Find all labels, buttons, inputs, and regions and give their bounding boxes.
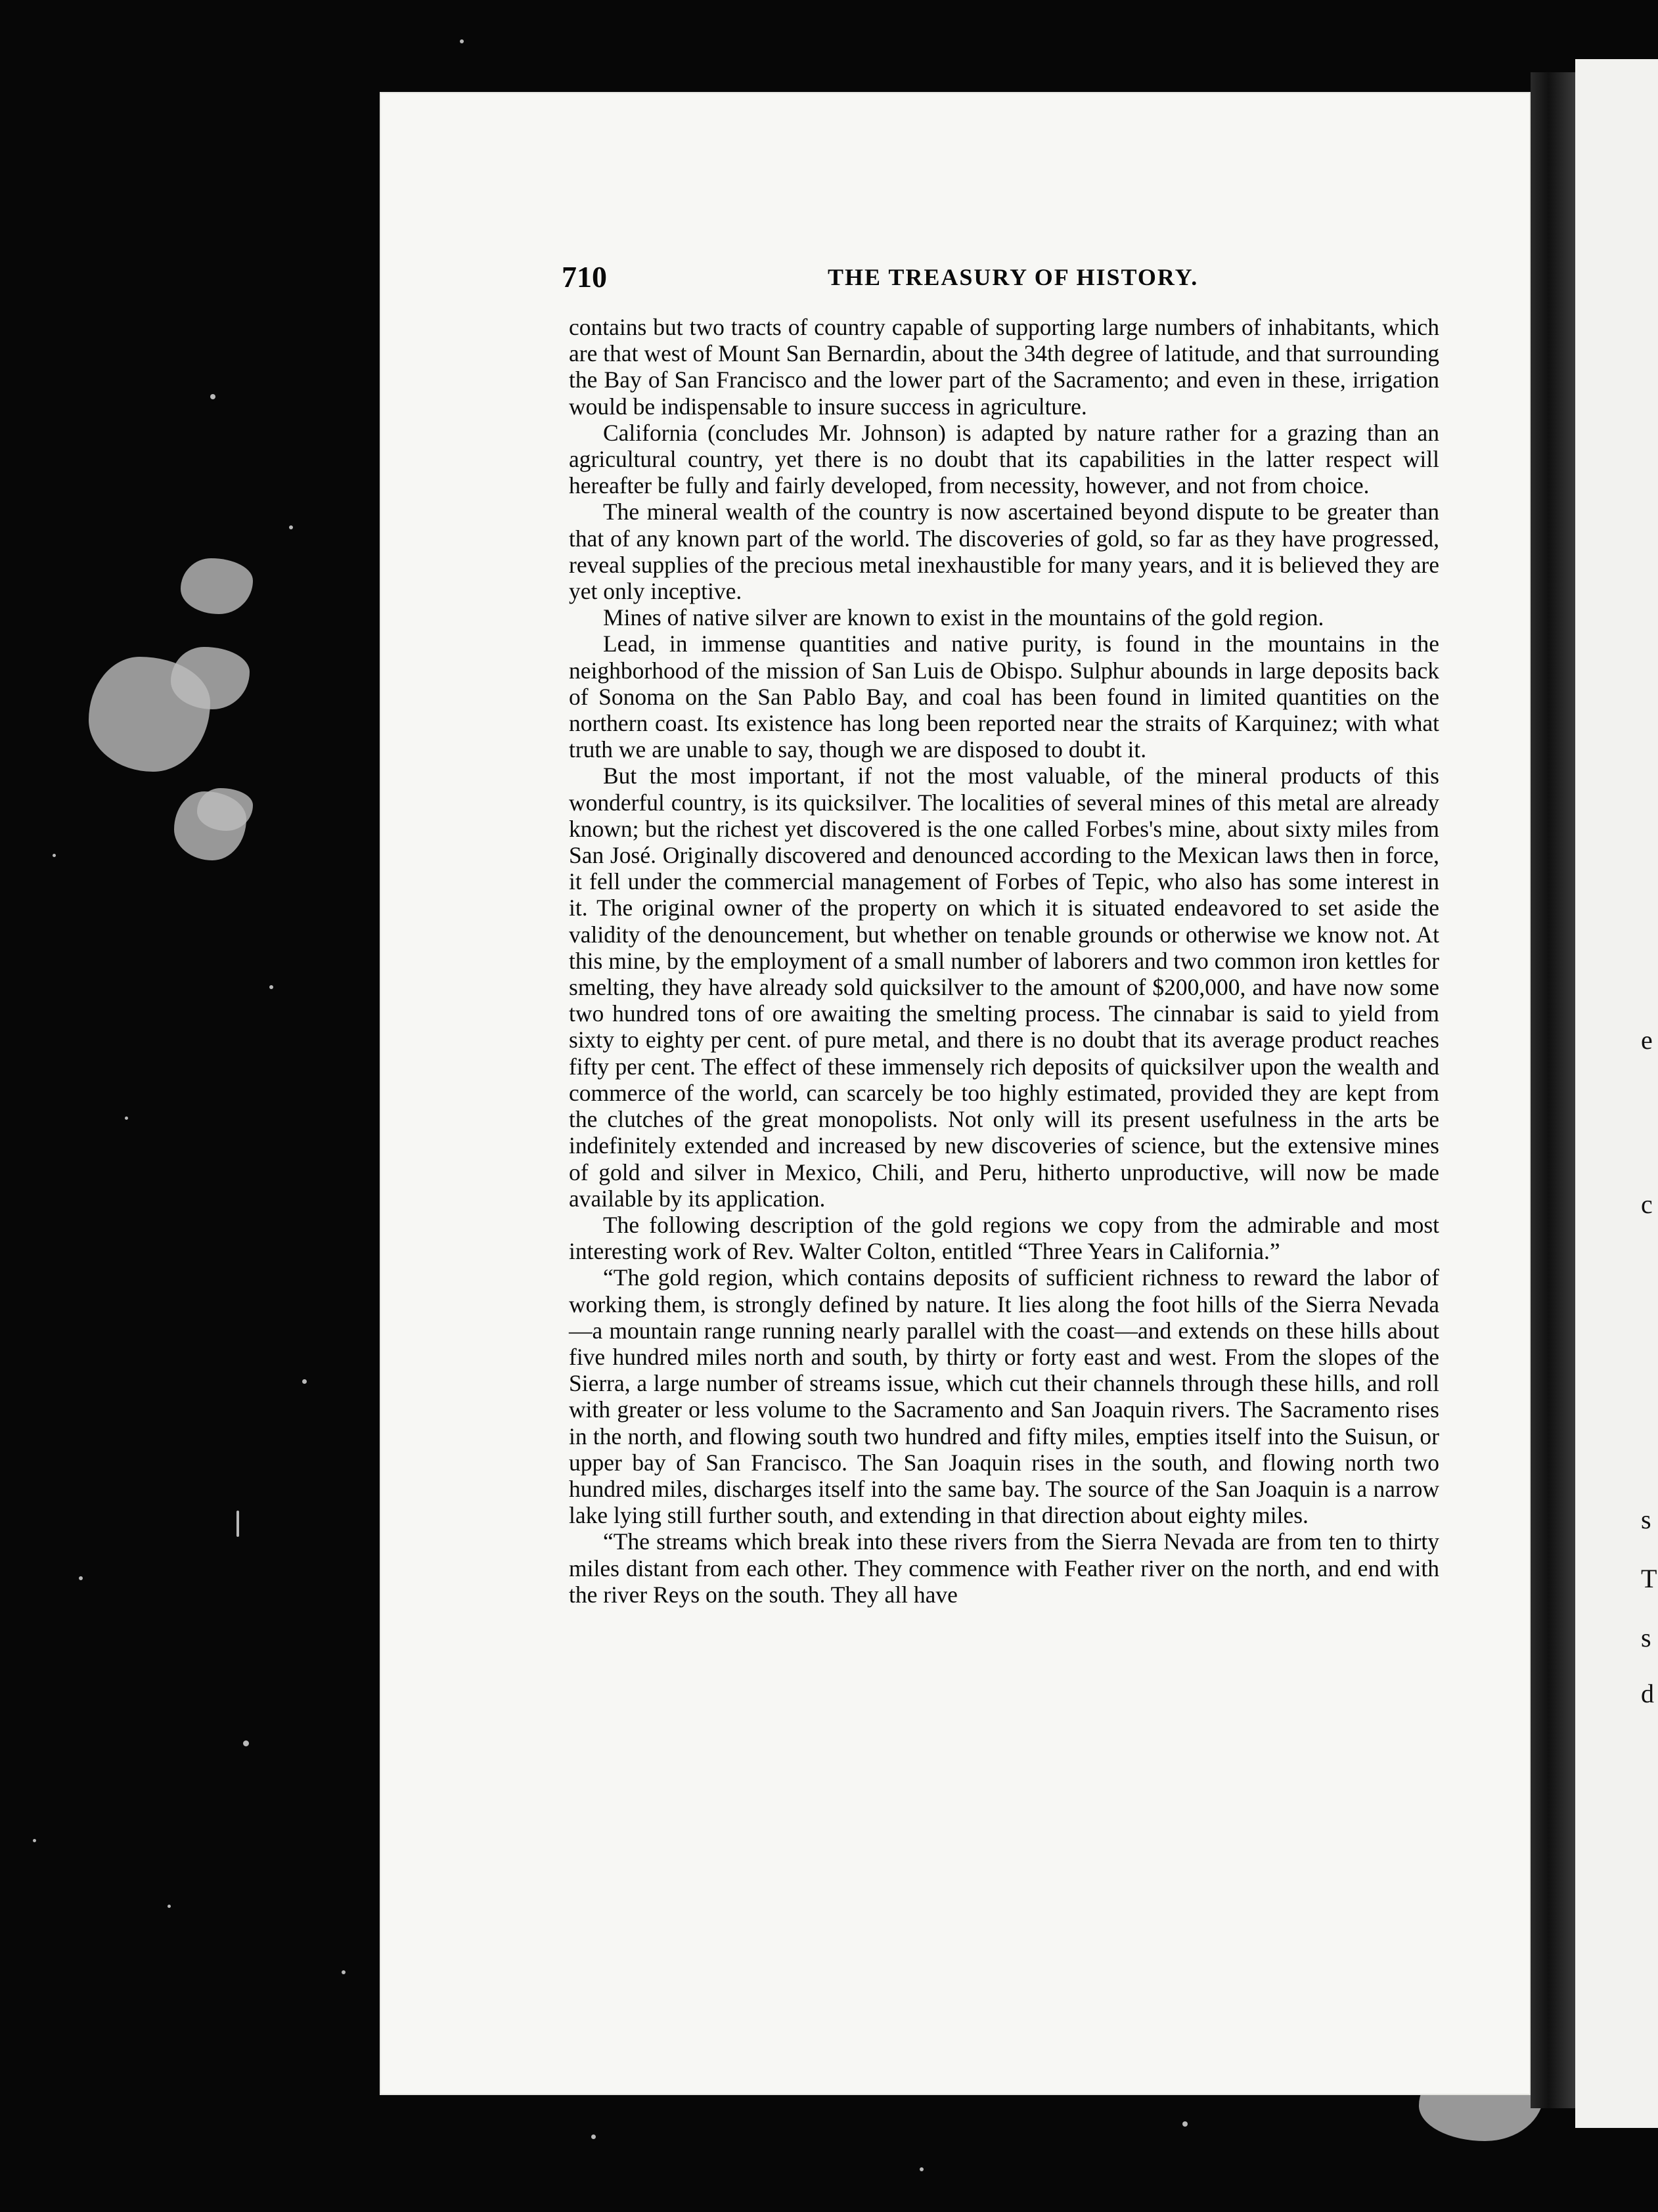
paragraph: But the most important, if not the most valuable, of the mineral products of this wonderful country, is its quicksilver. The localities of several mines of this metal are already known; but the richest yet discovered is the one called Forbes's mine, about sixty miles from San José. Originally discovered and denounced according to the Mexican laws then in force, it fell under the commercial management of Forbes of Tepic, who also has some interest in it. The original owner of the property on which it is situated endeavored to set aside the validity of the denouncement, but whether on tenable grounds or otherwise we know not. At this mine, by the employment of a small number of laborers and two common iron kettles for smelting, they have already sold quicksilver to the amount of $200,000, and have now some two hundred tons of ore awaiting the smelting process. The cinnabar is said to yield from sixty to eighty per cent. of pure metal, and there is no doubt that its average product reaches fifty per cent. The effect of these immensely rich deposits of quicksilver upon the wealth and commerce of the world, can scarcely be too highly estimated, provided they are kept from the clutches of the great monopolists. Not only will its present usefulness in the arts be indefinitely extended and increased by new discoveries of science, but the extensive mines of gold and silver in Mexico, Chili, and Peru, hitherto unproductive, will now be made available by its application. — [569, 763, 1439, 1212]
paragraph: “The gold region, which contains deposits of sufficient richness to reward the labor of working them, is strongly defined by nature. It lies along the foot hills of the Sierra Nevada—a mountain range running nearly parallel with the coast—and extends on these hills about five hundred miles north and south, by thirty or forty east and west. From the slopes of the Sierra, a large number of streams issue, which cut their channels through these hills, and roll with greater or less volume to the Sacramento and San Joaquin rivers. The Sacramento rises in the north, and flowing south two hundred and fifty miles, empties itself into the Suisun, or upper bay of San Francisco. The San Joaquin rises in the south, and flowing north two hundred miles, discharges itself into the same bay. The source of the San Joaquin is a narrow lake lying still further south, and extending in that direction about eighty miles. — [569, 1264, 1439, 1529]
paragraph: California (concludes Mr. Johnson) is adapted by nature rather for a grazing than an agricultural country, yet there is no doubt that its capabilities in the latter respect will hereafter be fully and fairly developed, from necessity, however, and not from choice. — [569, 419, 1439, 499]
dust-speck — [210, 394, 215, 399]
facing-page-letter: s — [1641, 1623, 1651, 1652]
dust-speck — [460, 39, 464, 43]
facing-page-letter: d — [1641, 1679, 1654, 1708]
page-header — [562, 259, 1478, 305]
paragraph: contains but two tracts of country capable of supporting large numbers of inhabitants, which are that west of Mount San Bernardin, about the 34th degree of latitude, and that surrounding the Bay of San Francisco and the lower part of the Sacramento; and even in these, irrigation would be indispensable to insure success in agriculture. — [569, 314, 1439, 420]
scan-stain — [171, 647, 250, 709]
paragraph: Lead, in immense quantities and native purity, is found in the mountains in the neighborhood of the mission of San Luis de Obispo. Sulphur abounds in large deposits back of Sonoma on the San Pablo Bay, and coal has been found in limited quantities on the northern coast. Its existence has long been reported near the straits of Karquinez; with what truth we are unable to say, though we are disposed to doubt it. — [569, 630, 1439, 763]
dust-speck — [33, 1839, 36, 1842]
facing-page-edge — [1575, 59, 1658, 2128]
book-gutter — [1531, 72, 1575, 2108]
facing-page-letter: s — [1641, 1505, 1651, 1534]
body-text — [569, 314, 1439, 1608]
paragraph: The mineral wealth of the country is now ascertained beyond dispute to be greater than that of any known part of the world. The discoveries of gold, so far as they have progressed, reveal supplies of the precious metal inexhaustible for many years, and it is believed they are yet only inceptive. — [569, 498, 1439, 605]
dust-speck — [302, 1379, 307, 1384]
dust-speck — [1182, 2121, 1188, 2127]
facing-page-letter: T — [1641, 1564, 1657, 1593]
dust-speck — [168, 1905, 171, 1908]
running-head: THE TREASURY OF HISTORY. — [828, 264, 1199, 290]
page-number: 710 — [562, 260, 607, 294]
facing-page-letter: e — [1641, 1025, 1653, 1055]
dust-speck — [269, 985, 273, 989]
paragraph: Mines of native silver are known to exist in the mountains of the gold region. — [603, 604, 1324, 631]
dust-speck — [920, 2167, 924, 2171]
dust-speck — [79, 1576, 83, 1580]
dust-speck — [236, 1511, 239, 1537]
paragraph: The following description of the gold regions we copy from the admirable and most interesting work of Rev. Walter Colton, entitled “Three Years in California.” — [569, 1211, 1439, 1265]
dust-speck — [289, 525, 293, 529]
scan-stain — [174, 791, 246, 860]
scan-stain — [181, 558, 253, 614]
dust-speck — [243, 1740, 249, 1746]
dust-speck — [591, 2135, 596, 2139]
facing-page-letter: c — [1641, 1189, 1653, 1219]
dust-speck — [342, 1970, 346, 1974]
dust-speck — [125, 1117, 128, 1120]
dust-speck — [53, 854, 56, 857]
paragraph: “The streams which break into these rivers from the Sierra Nevada are from ten to thirty miles distant from each other. They commence with Feather river on the north, and end with the river Reys on the south. They all have — [569, 1528, 1439, 1608]
